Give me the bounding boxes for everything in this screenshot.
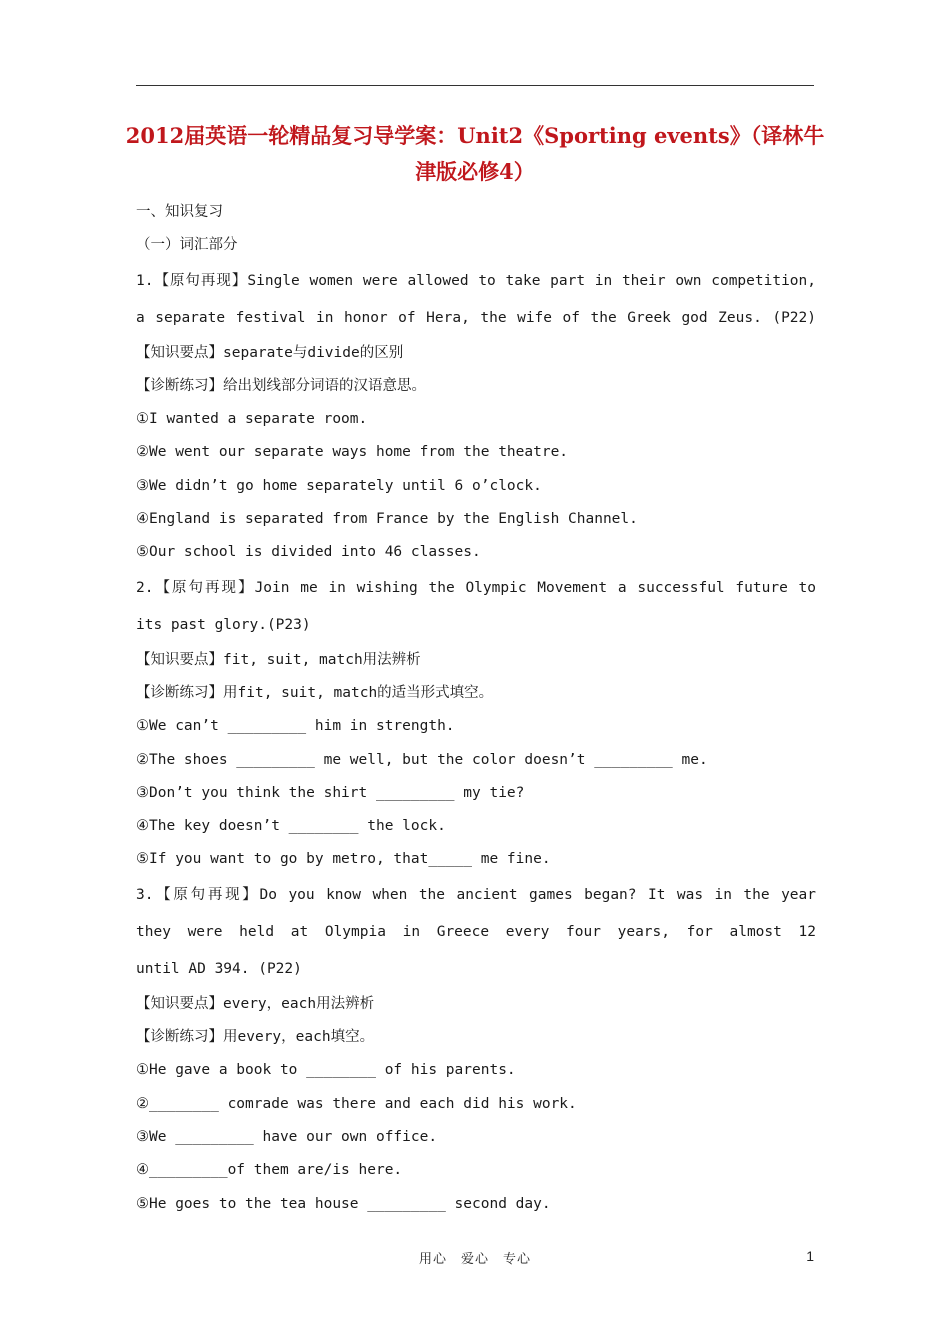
- paragraph-line: 2.【原句再现】Join me in wishing the Olympic Movement a successful future to: [136, 579, 816, 596]
- paragraph-line: they were held at Olympia in Greece every four years, for almost 12: [136, 923, 816, 940]
- subsection-heading: （一）词汇部分: [136, 237, 238, 254]
- paragraph-line: 【知识要点】separate与divide的区别: [136, 344, 404, 361]
- exercise-item: ①He gave a book to ________ of his parents.: [136, 1062, 516, 1079]
- paragraph-line: 【知识要点】fit, suit, match用法辨析: [136, 651, 421, 668]
- paragraph-line: 3.【原句再现】Do you know when the ancient games began? It was in the year: [136, 886, 816, 903]
- section-heading: 一、知识复习: [136, 204, 223, 220]
- exercise-item: ④_________of them are/is here.: [136, 1162, 403, 1179]
- exercise-item: ③We _________ have our own office.: [136, 1128, 438, 1145]
- exercise-item: ③Don’t you think the shirt _________ my tie?: [136, 784, 525, 801]
- exercise-item: ⑤He goes to the tea house _________ second day.: [136, 1195, 551, 1212]
- exercise-item: ①We can’t _________ him in strength.: [136, 718, 455, 735]
- paragraph-line: until AD 394. (P22): [136, 960, 302, 977]
- footer-motto: 用心 爱心 专心: [418, 1252, 531, 1267]
- exercise-item: ④The key doesn’t ________ the lock.: [136, 818, 446, 835]
- exercise-item: ④England is separated from France by the English Channel.: [136, 511, 638, 528]
- exercise-item: ②________ comrade was there and each did his work.: [136, 1095, 577, 1112]
- paragraph-line: 【诊断练习】用every，each填空。: [136, 1029, 375, 1046]
- paragraph-line: 【诊断练习】用fit, suit, match的适当形式填空。: [136, 684, 494, 701]
- exercise-item: ②The shoes _________ me well, but the color doesn’t _________ me.: [136, 751, 708, 768]
- exercise-item: ①I wanted a separate room.: [136, 411, 368, 428]
- paragraph-line: its past glory.(P23): [136, 616, 311, 633]
- page-number: 1: [806, 1248, 814, 1264]
- header-rule: [136, 85, 814, 86]
- exercise-item: ⑤Our school is divided into 46 classes.: [136, 544, 481, 561]
- page-footer: [0, 1248, 950, 1270]
- paragraph-line: 【知识要点】every，each用法辨析: [136, 995, 375, 1012]
- document-body: [136, 196, 816, 1221]
- document-title: 2012届英语一轮精品复习导学案：Unit2《Sporting events》（译林牛津版必修4）: [125, 123, 825, 184]
- paragraph-line: 1.【原句再现】Single women were allowed to take part in their own competition,: [136, 272, 816, 289]
- exercise-item: ③We didn’t go home separately until 6 o’clock.: [136, 477, 542, 494]
- paragraph-line: 【诊断练习】给出划线部分词语的汉语意思。: [136, 377, 426, 394]
- exercise-item: ⑤If you want to go by metro, that_____ me fine.: [136, 851, 551, 868]
- exercise-item: ②We went our separate ways home from the theatre.: [136, 444, 569, 461]
- paragraph-line: a separate festival in honor of Hera, the wife of the Greek god Zeus. (P22): [136, 309, 816, 326]
